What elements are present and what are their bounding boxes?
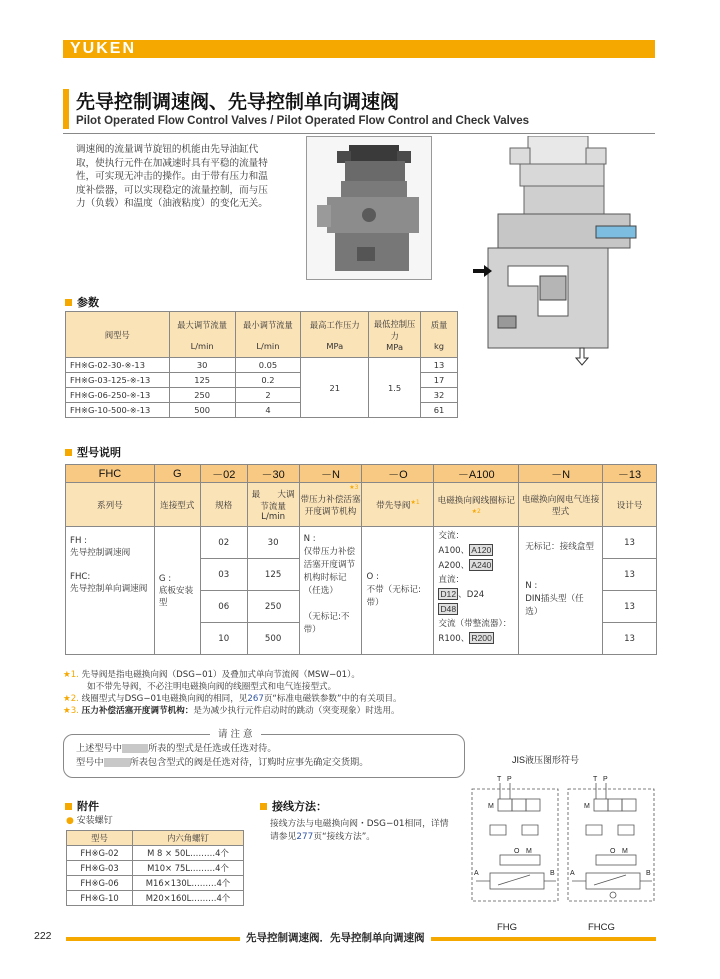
svg-text:P: P xyxy=(603,776,608,783)
svg-text:T: T xyxy=(497,776,502,783)
code-series: FHC xyxy=(66,465,155,483)
page-link-277[interactable]: 277 xyxy=(296,832,314,842)
pilot-cell: O : 不带（无标记:带） xyxy=(362,527,434,655)
footer-title: 先导控制调速阀．先导控制单向调速阀 xyxy=(240,930,431,945)
svg-text:M: M xyxy=(622,848,628,855)
page-subtitle: Pilot Operated Flow Control Valves / Pilot Operated Flow Control and Check Valves xyxy=(76,115,530,127)
bolts-table: 型号 内六角螺钉 FH※G-02 M 8 × 50L………4个 FH※G-03 M10× 75L………4个 FH※G-06 M16×130L………4个 FH※G-10 M20×160L………4个 xyxy=(66,830,244,906)
svg-text:B: B xyxy=(646,870,651,877)
table-row: FH※G-06 M16×130L………4个 xyxy=(67,876,244,891)
section-bullet-icon xyxy=(65,803,72,810)
svg-text:P: P xyxy=(507,776,512,783)
brand-logo: YUKEN xyxy=(70,40,137,57)
svg-text:A: A xyxy=(570,870,575,877)
svg-text:A: A xyxy=(474,870,479,877)
section-bullet-icon xyxy=(65,299,72,306)
accessories-heading: 附件 xyxy=(65,798,99,814)
code-pilot: －O xyxy=(362,465,434,483)
title-divider xyxy=(63,133,655,134)
footnotes xyxy=(63,669,663,717)
col-mass: 质量 kg xyxy=(421,312,458,358)
svg-text:M: M xyxy=(488,803,494,810)
code-coil: －A100 xyxy=(434,465,519,483)
svg-text:T: T xyxy=(593,776,598,783)
intro-paragraph: 调速阀的流量调节旋钮的机能由先导油缸代取，使执行元件在加减速时具有平稳的流量特性，可实现无冲击的操作。由于带有压力和温度补偿器，可以实现稳定的流量控制，而与压力（负载）和温度（油液粘度）的变化无关。 xyxy=(76,144,268,209)
table-row: FH※G-03-125-※-13 125 0.2 17 xyxy=(66,373,458,388)
min-pilot-value: 1.5 xyxy=(369,358,421,418)
electrical-cell: 无标记：接线盒型 N : DIN插头型（任选） xyxy=(519,527,603,655)
svg-text:M: M xyxy=(584,803,590,810)
notice-text: 上述型号中 所表的型式是任选或任选对待。 型号中 所表包含型式的阀是任选对待，订购时应事先确定交货期。 xyxy=(76,743,369,768)
footnote-1: ★1. 先导阀是指电磁换向阀（DSG−01）及叠加式单向节流阀（MSW−01）。 xyxy=(63,670,360,680)
accessories-subheading: ● 安装螺钉 xyxy=(66,816,113,826)
coil-cell: 交流： A100、 A120 A200、 A240 直流： D12 、D24 D48 交流（带整流器）： R100、 R200 xyxy=(434,527,519,655)
product-photo xyxy=(306,136,432,280)
bullet-icon: ● xyxy=(66,816,74,826)
svg-text:M: M xyxy=(526,848,532,855)
jis-label-fhg: FHG xyxy=(497,922,518,933)
table-row: FH※G-10-500-※-13 500 4 61 xyxy=(66,403,458,418)
table-row: FH※G-06-250-※-13 250 2 32 xyxy=(66,388,458,403)
table-row: FH※G-02-30-※-13 30 0.05 21 1.5 13 xyxy=(66,358,458,373)
compensator-cell: N : 仅带压力补偿活塞开度调节机构时标记（任选） （无标记:不带） xyxy=(299,527,362,655)
section-bullet-icon xyxy=(260,803,267,810)
model-code-table: FHC G －02 －30 －N －O －A100 －N －13 系列号 连接型式 规格 最 大调节流量 L/min ★3 带压力补偿活塞开度调节机构 带先导阀$^{★1}$ 电磁换向阀线圈标记★2 电磁换向阀电气连接型式 设计号 FH : 先导控制调速阀 FHC: 先导控制单向调速阀 G : 底板安装型 02 30 N : 仅带压力补偿活塞开度调节机构时标记（任选） （无标记:不带） O : 不带（无标记:带） 交流： A100、 A120 A200、 A240 直流： D12 、D24 D48 交流（带整流器）： R100、 R200 无标记：接线盒型 N : DIN插头型（任选） 13 03 125 13 06 250 13 10 500 13 xyxy=(65,464,657,655)
optional-marker xyxy=(104,758,130,767)
code-electrical: －N xyxy=(519,465,603,483)
jis-label-fhcg: FHCG xyxy=(588,922,615,933)
series-cell: FH : 先导控制调速阀 FHC: 先导控制单向调速阀 xyxy=(66,527,155,655)
params-table xyxy=(65,311,458,418)
page-number: 222 xyxy=(34,930,56,942)
col-model: 阀型号 xyxy=(66,312,170,358)
brand-bar xyxy=(63,40,655,58)
svg-text:O: O xyxy=(610,848,616,855)
code-flow: －30 xyxy=(247,465,299,483)
code-connection: G xyxy=(154,465,200,483)
title-accent xyxy=(63,89,69,129)
wiring-heading: 接线方法： xyxy=(260,798,327,814)
svg-text:B: B xyxy=(550,870,555,877)
sectional-diagram xyxy=(468,136,658,366)
section-bullet-icon xyxy=(65,449,72,456)
jis-title: JIS液压图形符号 xyxy=(512,755,580,765)
code-compensator: －N xyxy=(299,465,362,483)
col-max-pressure: 最高工作压力 MPa xyxy=(301,312,369,358)
col-min-flow: 最小调节流量 L/min xyxy=(235,312,301,358)
table-row: FH※G-02 M 8 × 50L………4个 xyxy=(67,846,244,861)
footnote-2: ★2. 线圈型式与DSG−01电磁换向阀的相同，见267页“标准电磁铁参数”中的有关项目。 xyxy=(63,694,402,704)
connection-cell: G : 底板安装型 xyxy=(154,527,200,655)
footnote-1-cont: 如不带先导阀，不必注明电磁换向阀的线圈型式和电气连接型式。 xyxy=(87,682,337,692)
table-row: FH※G-03 M10× 75L………4个 xyxy=(67,861,244,876)
max-pressure-value: 21 xyxy=(301,358,369,418)
optional-marker xyxy=(122,744,148,753)
page-title: 先导控制调速阀、先导控制单向调速阀 xyxy=(76,91,400,113)
notice-label: 请 注 意 xyxy=(210,726,261,740)
svg-text:O: O xyxy=(514,848,520,855)
params-heading: 参数 xyxy=(65,294,99,310)
col-min-pilot: 最低控制压 力 MPa xyxy=(369,312,421,358)
page-link-267[interactable]: 267 xyxy=(247,694,264,704)
footnote-3: ★3. 压力补偿活塞开度调节机构：是为减少执行元件启动时的跳动（突变现象）时选用。 xyxy=(63,706,400,716)
model-code-heading: 型号说明 xyxy=(65,444,121,460)
col-max-flow: 最大调节流量 L/min xyxy=(169,312,235,358)
code-size: －02 xyxy=(200,465,247,483)
jis-symbols xyxy=(470,775,658,917)
code-design: －13 xyxy=(603,465,657,483)
table-row: FH※G-10 M20×160L………4个 xyxy=(67,891,244,906)
wiring-text: 接线方法与电磁换向阀・DSG−01相同，详情请参见277页“接线方法”。 xyxy=(270,819,449,842)
